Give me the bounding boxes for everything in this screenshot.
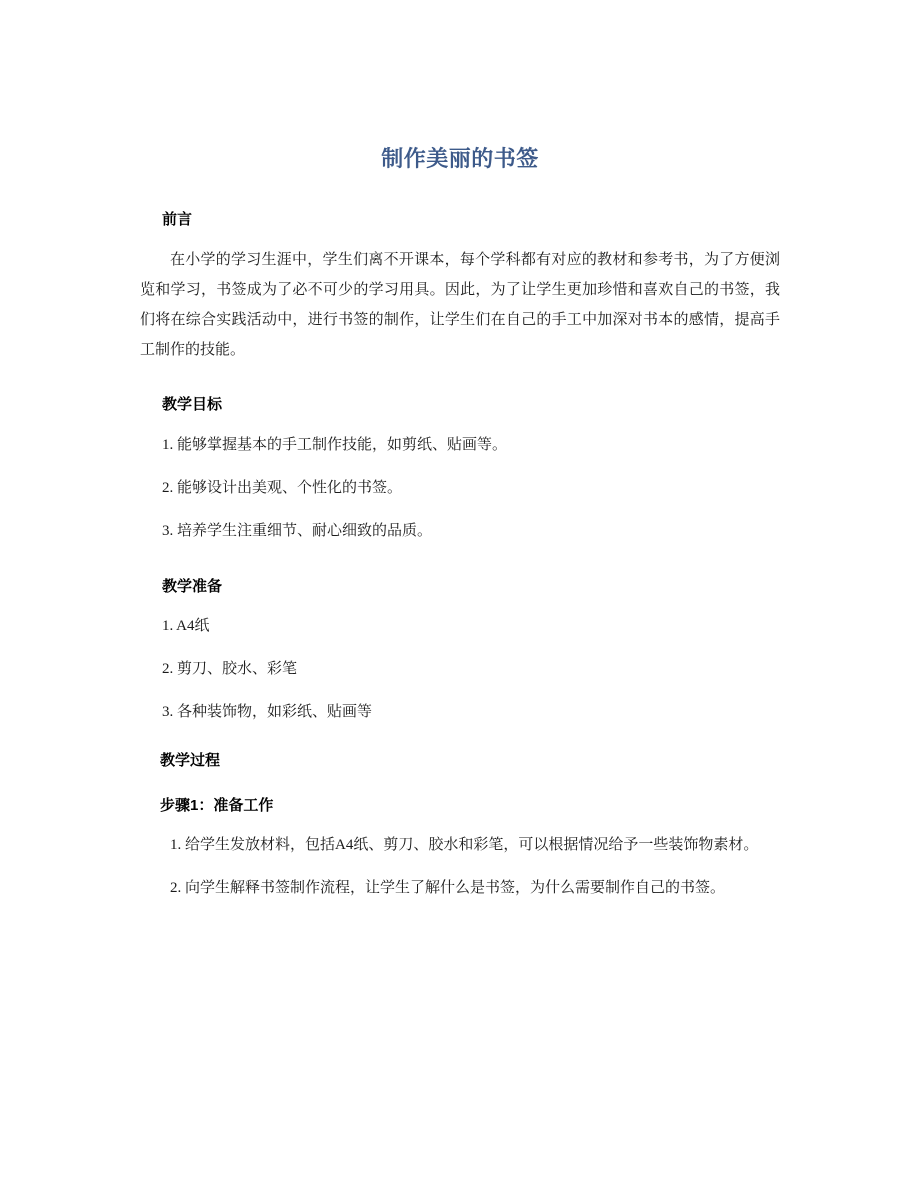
section-heading-intro: 前言 [162,210,193,228]
list-item: 2. 剪刀、胶水、彩笔 [162,661,298,678]
document-body [140,0,780,903]
list-item: 2. 向学生解释书签制作流程，让学生了解什么是书签，为什么需要制作自己的书签。 [170,880,726,897]
section-heading-preparation: 教学准备 [162,577,223,595]
list-item: 2. 能够设计出美观、个性化的书签。 [162,479,403,496]
section-heading-process: 教学过程 [160,752,221,770]
list-item: 3. 各种装饰物，如彩纸、贴画等 [162,704,373,721]
subsection-heading-step1: 步骤1：准备工作 [160,796,274,814]
list-item: 1. 给学生发放材料，包括A4纸、剪刀、胶水和彩笔，可以根据情况给予一些装饰物素材。 [170,837,759,854]
intro-paragraph: 在小学的学习生涯中，学生们离不开课本，每个学科都有对应的教材和参考书，为了方便浏览和学习，书签成为了必不可少的学习用具。因此，为了让学生更加珍惜和喜欢自己的书签，我们将在综合实践活动中，进行书签的制作，让学生们在自己的手工中加深对书本的感情，提高手工制作的技能。 [140,252,780,359]
list-item: 3. 培养学生注重细节、耐心细致的品质。 [162,522,433,539]
page-title: 制作美丽的书签 [381,146,539,171]
list-item: 1. 能够掌握基本的手工制作技能，如剪纸、贴画等。 [162,436,508,453]
section-heading-goals: 教学目标 [162,396,223,414]
list-item: 1. A4纸 [162,618,210,635]
